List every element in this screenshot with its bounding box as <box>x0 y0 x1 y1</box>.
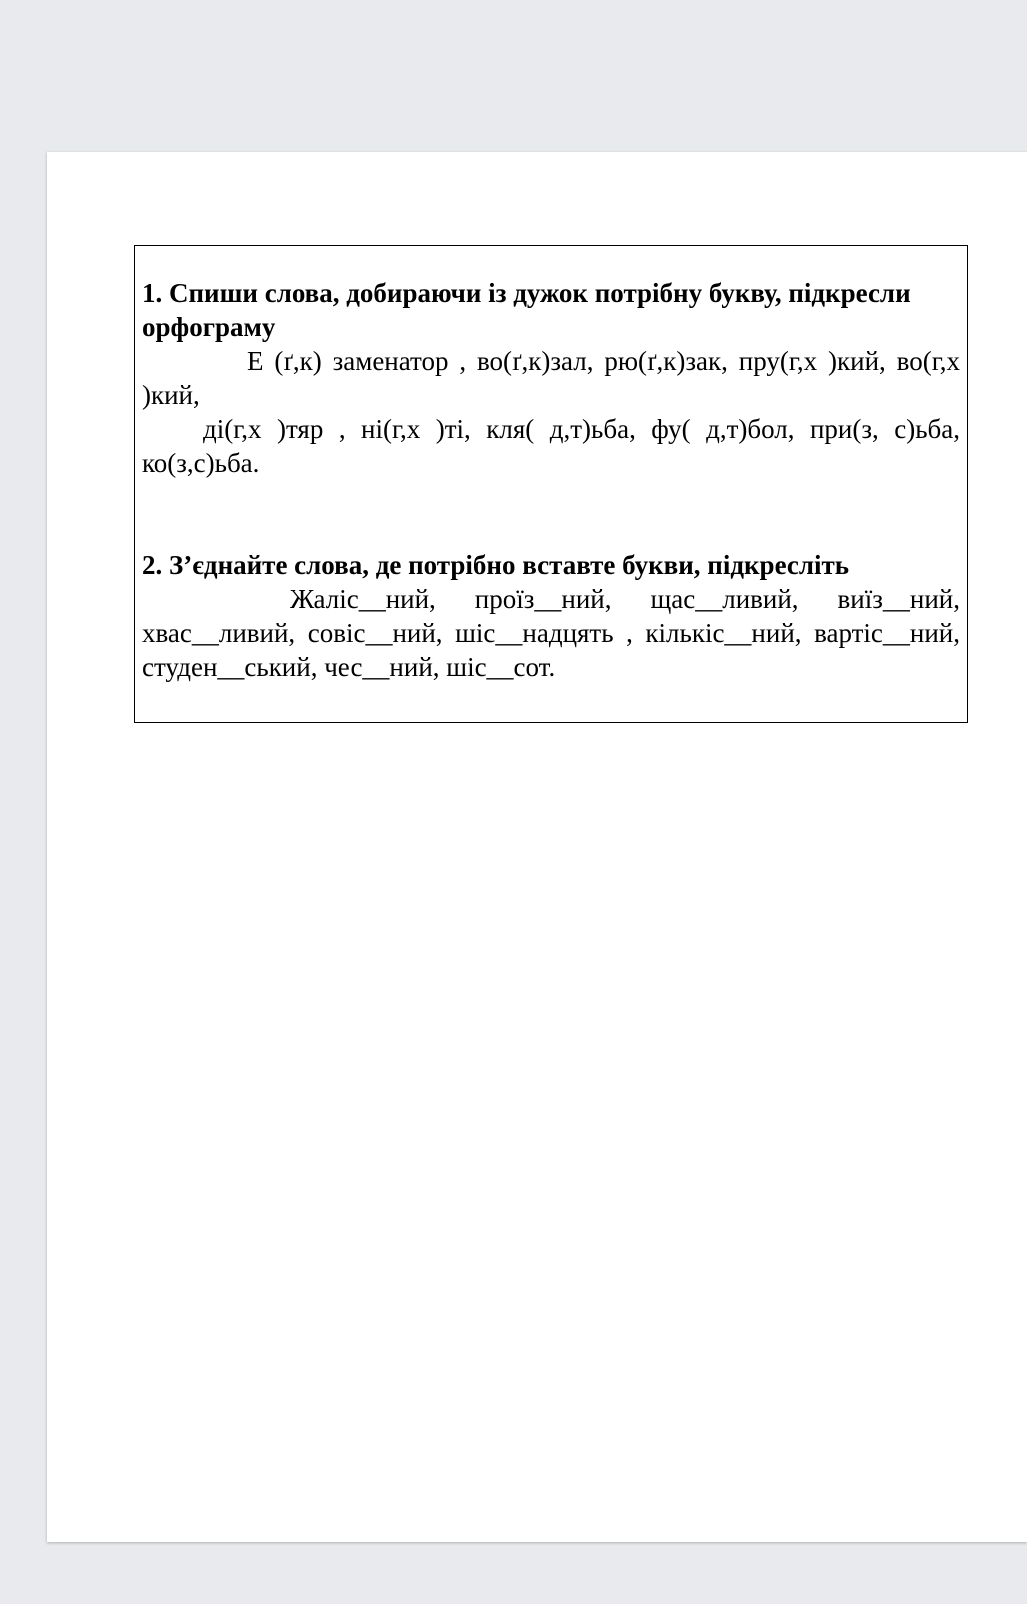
exercise-2-title: 2. З’єднайте слова, де потрібно вставте букви, підкресліть <box>142 550 850 580</box>
document-page <box>47 152 1027 1542</box>
spacer <box>142 480 960 548</box>
exercise-1-words-line-2: ді(г,х )тяр , ні(г,х )ті, кля( д,т)ьба, фу( д,т)бол, при(з, с)ьба, ко(з,с)ьба. <box>142 414 960 478</box>
exercise-1-words-line-1: Е (ґ,к) заменатор , во(ґ,к)зал, рю(ґ,к)зак, пру(г,х )кий, во(г,х )кий, <box>142 346 960 410</box>
exercise-box <box>134 245 968 723</box>
exercise-1-title: 1. Спиши слова, добираючи із дужок потрібну букву, підкресли орфограму <box>142 278 911 342</box>
exercise-2-words: Жаліс__ний, проїз__ний, щас__ливий, виїз__ний, хвас__ливий, совіс__ний, шіс__надцять , кількіс__ний, вартіс__ний, студен__ський, чес__ний, шіс__сот. <box>142 584 960 682</box>
